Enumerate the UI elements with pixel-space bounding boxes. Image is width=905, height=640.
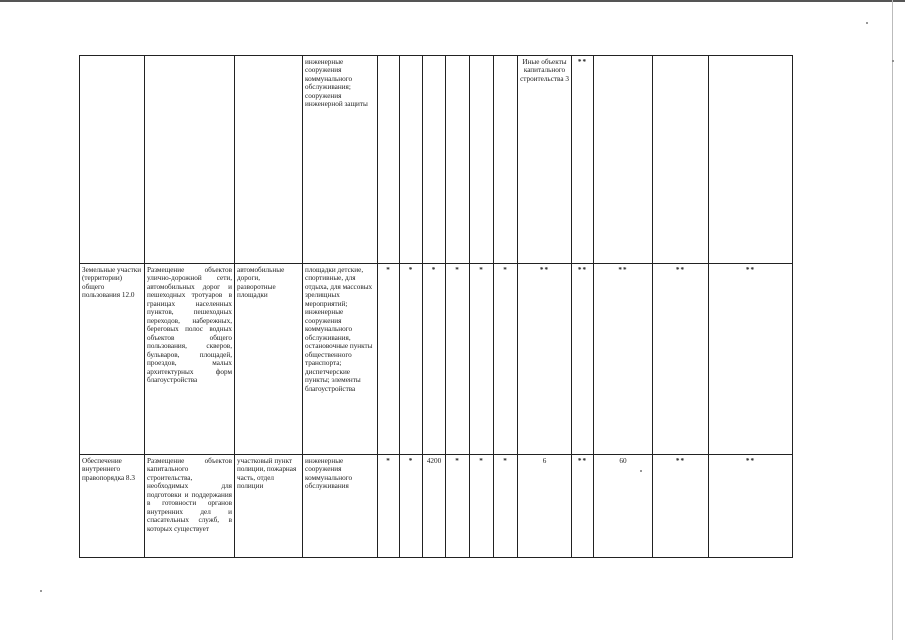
scan-right-edge <box>892 0 893 640</box>
cell-param-6 <box>494 56 518 264</box>
cell-param-5 <box>470 56 494 264</box>
cell-main-objects: участковый пункт полиции, пожарная часть, отдел полиции <box>235 455 303 558</box>
table-row <box>80 56 793 264</box>
cell-main-objects <box>235 56 303 264</box>
cell-description: Размещение объектов капитального строительства, необходимых для подготовки и поддержания в готовности органов внутренних дел и спасательных служб, в которых существует <box>145 455 235 558</box>
cell-param-6: * <box>494 264 518 455</box>
cell-param-5: * <box>470 264 494 455</box>
cell-param-2 <box>400 56 423 264</box>
cell-param-8: ** <box>572 455 594 558</box>
cell-param-7: 6 <box>518 455 572 558</box>
cell-param-3: 4200 <box>423 455 446 558</box>
scan-speck <box>866 22 868 24</box>
cell-param-2: * <box>400 264 423 455</box>
cell-param-4: * <box>446 455 470 558</box>
cell-use-type: Обеспечение внутреннего правопорядка 8.3 <box>80 455 145 558</box>
cell-param-11 <box>709 56 793 264</box>
cell-param-9 <box>594 56 653 264</box>
cell-param-8: ** <box>572 56 594 264</box>
cell-param-10 <box>653 56 709 264</box>
cell-param-6: * <box>494 455 518 558</box>
cell-auxiliary-objects: инженерные сооружения коммунального обслуживания; сооружения инженерной защиты <box>303 56 378 264</box>
land-use-table <box>79 55 793 558</box>
cell-param-10: ** <box>653 455 709 558</box>
cell-param-9: 60 <box>594 455 653 558</box>
cell-param-4 <box>446 56 470 264</box>
table-row <box>80 264 793 455</box>
cell-param-8: ** <box>572 264 594 455</box>
scan-top-edge <box>0 0 905 2</box>
cell-param-3: * <box>423 264 446 455</box>
cell-param-3 <box>423 56 446 264</box>
cell-description: Размещение объектов улично-дорожной сети, автомобильных дорог и пешеходных тротуаров в границах населенных пунктов, пешеходных переходов, набережных, береговых полос водных объектов общего пользования, скверов, бульваров, площадей, проездов, малых архитектурных форм благоустройства <box>145 264 235 455</box>
cell-use-type <box>80 56 145 264</box>
cell-auxiliary-objects: площадки детские, спортивные, для отдыха, для массовых зрелищных мероприятий; инженерные сооружения коммунального обслуживания, остановочные пункты общественного транспорта; диспетчерские пункты; элементы благоустройства <box>303 264 378 455</box>
cell-param-1 <box>378 56 400 264</box>
cell-description <box>145 56 235 264</box>
cell-param-5: * <box>470 455 494 558</box>
cell-param-9: ** <box>594 264 653 455</box>
cell-param-11: ** <box>709 455 793 558</box>
cell-auxiliary-objects: инженерные сооружения коммунального обслуживания <box>303 455 378 558</box>
scan-speck <box>40 590 42 592</box>
cell-param-1: * <box>378 455 400 558</box>
cell-param-11: ** <box>709 264 793 455</box>
cell-param-1: * <box>378 264 400 455</box>
cell-param-10: ** <box>653 264 709 455</box>
cell-param-7: Иные объекты капитального строительства 3 <box>518 56 572 264</box>
cell-param-2: * <box>400 455 423 558</box>
cell-use-type: Земельные участки (территории) общего пользования 12.0 <box>80 264 145 455</box>
cell-main-objects: автомобильные дороги, разворотные площадки <box>235 264 303 455</box>
cell-param-4: * <box>446 264 470 455</box>
scan-speck <box>892 60 894 62</box>
table-row <box>80 455 793 558</box>
cell-param-7: ** <box>518 264 572 455</box>
